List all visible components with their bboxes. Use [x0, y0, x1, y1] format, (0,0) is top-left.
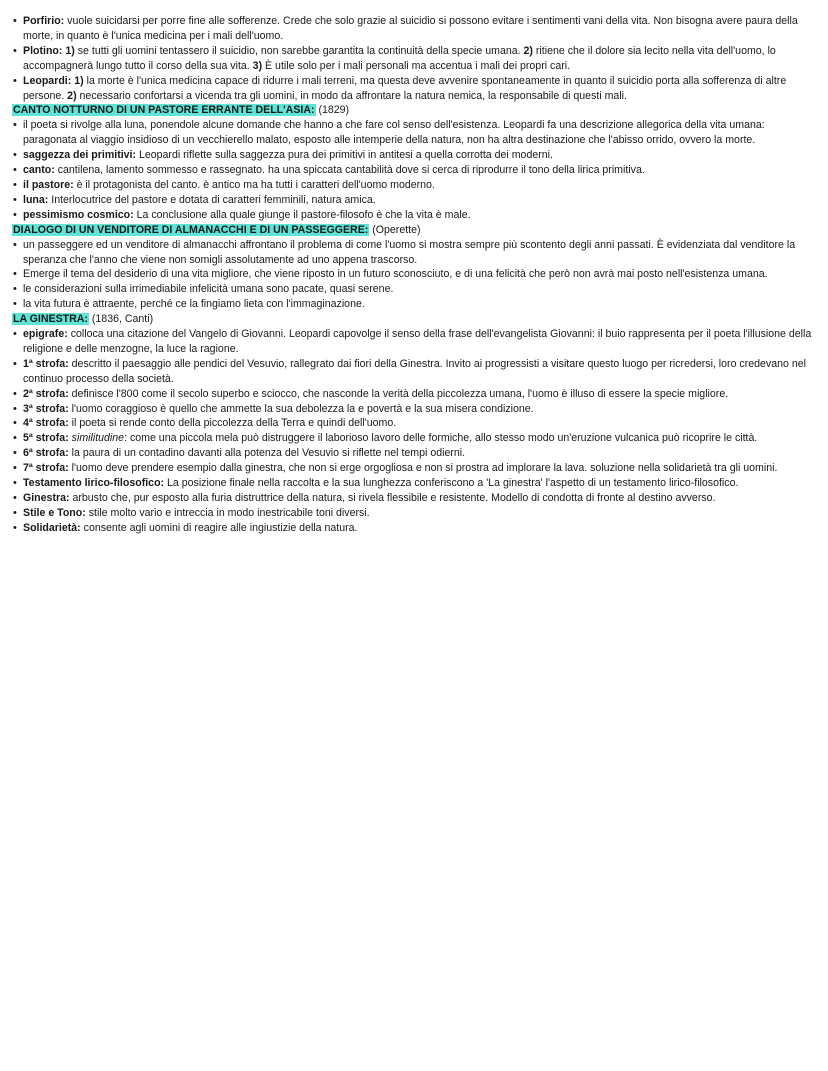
term-label: 4ª strofa: — [23, 417, 69, 430]
term-label: luna: — [23, 193, 49, 206]
term-label: 3ª strofa: — [23, 402, 69, 415]
section-list — [12, 238, 814, 313]
item-text: il poeta si rivolge alla luna, ponendole alcune domande che hanno a che fare col senso dell'esistenza. Leopardi fa una descrizione allegorica della vita umana: paragonata al viaggio insidioso di un vecchierello malato, esposto alle intemperie della natura, non ha altra destinazione che l'abisso orrido, ovvero la morte. — [23, 119, 765, 147]
list-item — [12, 491, 814, 506]
term-label: Porfirio: — [23, 15, 65, 27]
intro-list — [12, 14, 814, 103]
section-suffix: (1836, Canti) — [88, 313, 154, 326]
point-number: 1) — [65, 44, 75, 57]
term-label: il pastore: — [23, 178, 74, 191]
item-text: consente agli uomini di reagire alle ingiustizie della natura. — [80, 521, 358, 534]
item-text: la vita futura è attraente, perché ce la fingiamo lieta con l'immaginazione. — [23, 298, 365, 311]
item-text: : come una piccola mela può distruggere il laborioso lavoro delle formiche, allo stesso modo un'eruzione vulcanica può ricoprire le città. — [124, 432, 758, 445]
term-label: Ginestra: — [23, 492, 70, 504]
list-item — [12, 521, 814, 536]
item-text: stile molto vario e intreccia in modo inestricabile toni diversi. — [85, 506, 370, 519]
list-item — [12, 44, 814, 74]
term-label: saggezza dei primitivi: — [23, 149, 137, 162]
term-label: 5ª strofa: — [23, 432, 69, 445]
section-list — [12, 327, 814, 536]
section-title: DIALOGO DI UN VENDITORE DI ALMANACCHI E DI UN PASSEGGERE: — [13, 223, 369, 236]
item-text: cantilena, lamento sommesso e rassegnato. ha una spiccata cantabilità dove si cerca di riprodurre il tono della lirica primitiva. — [54, 164, 645, 177]
list-item — [12, 267, 814, 282]
list-item — [12, 461, 814, 476]
item-text: il poeta si rende conto della piccolezza della Terra e quindi dell'uomo. — [68, 417, 397, 430]
item-text: l'uomo deve prendere esempio dalla ginestra, che non si erge orgogliosa e non si prostra ad implorare la lava. soluzione nella solidarietà tra gli uomini. — [68, 462, 778, 475]
term-label: 1ª strofa: — [23, 357, 69, 370]
item-text: se tutti gli uomini tentassero il suicidio, non sarebbe garantita la continuità della specie umana. — [74, 44, 524, 57]
item-text: Emerge il tema del desiderio di una vita migliore, che viene riposto in un futuro sconosciuto, e di una felicità che però non avrà mai posto nell'esistenza umana. — [23, 268, 768, 281]
term-label: canto: — [23, 164, 55, 177]
section-la-ginestra — [12, 312, 814, 536]
term-label: 7ª strofa: — [23, 462, 69, 475]
point-number: 2) — [67, 89, 77, 102]
list-item — [12, 163, 814, 178]
item-text: la paura di un contadino davanti alla potenza del Vesuvio si riflette nel tempi odierni. — [68, 447, 466, 460]
section-suffix: (Operette) — [369, 223, 421, 236]
list-item — [12, 74, 814, 104]
item-text: La conclusione alla quale giunge il pastore-filosofo è che la vita è male. — [133, 208, 471, 221]
item-text: la morte è l'unica medicina capace di ridurre i mali terreni, ma questa deve avvenire spontaneamente in quanto il suicidio porta alla sofferenza di altre persone. — [23, 74, 787, 102]
term-label: Testamento lirico-filosofico: — [23, 477, 165, 490]
section-title: LA GINESTRA: — [13, 313, 88, 326]
list-item — [12, 506, 814, 521]
list-item — [12, 446, 814, 461]
section-dialogo-venditore — [12, 223, 814, 312]
item-text: ritiene che il dolore sia lecito nella vita dell'uomo, lo accompagnerà lungo tutto il corso della sua vita. — [23, 44, 776, 72]
section-heading — [12, 103, 814, 118]
item-text: le considerazioni sulla irrimediabile infelicità umana sono pacate, quasi serene. — [23, 283, 394, 296]
list-item — [12, 416, 814, 431]
list-item — [12, 387, 814, 402]
section-list — [12, 118, 814, 222]
italic-term: similitudine — [68, 432, 125, 445]
term-label: Plotino: — [23, 44, 63, 57]
item-text: Leopardi riflette sulla saggezza pura dei primitivi in antitesi a quella corrotta dei moderni. — [136, 149, 553, 162]
list-item — [12, 238, 814, 268]
item-text: colloca una citazione del Vangelo di Giovanni. Leopardi capovolge il senso della frase dell'evangelista Giovanni: il buio rappresenta per il poeta l'illusione della religione e delle menzogne, la luce la ragione. — [23, 328, 812, 355]
list-item — [12, 431, 814, 446]
point-number: 3) — [252, 59, 263, 72]
list-item — [12, 193, 814, 208]
term-label: epigrafe: — [23, 328, 68, 341]
list-item — [12, 297, 814, 312]
section-heading — [12, 223, 814, 238]
term-label: 6ª strofa: — [23, 447, 69, 460]
item-text: È utile solo per i mali personali ma accentua i mali dei propri cari. — [262, 59, 571, 72]
list-item — [12, 148, 814, 163]
term-label: Solidarietà: — [23, 521, 81, 534]
section-title: CANTO NOTTURNO DI UN PASTORE ERRANTE DELL'ASIA: — [13, 104, 315, 117]
list-item — [12, 178, 814, 193]
item-text: definisce l'800 come il secolo superbo e sciocco, che nasconde la verità della piccolezza umana, l'uomo è illuso di essere la specie migliore. — [68, 387, 729, 400]
item-text: vuole suicidarsi per porre fine alle sofferenze. Crede che solo grazie al suicidio si possono evitare i sentimenti vani della vita. Non bisogna avere paura della morte, in quanto è l'unica medicina per i mali dell'uomo. — [23, 15, 798, 42]
list-item — [12, 208, 814, 223]
term-label: Leopardi: — [23, 74, 72, 87]
term-label: Stile e Tono: — [23, 506, 86, 519]
item-text: arbusto che, pur esposto alla furia distruttrice della natura, si rivela flessibile e resistente. Modello di condotta di fronte al destino avverso. — [69, 492, 716, 504]
point-number: 1) — [74, 74, 84, 87]
term-label: pessimismo cosmico: — [23, 208, 134, 221]
section-suffix: (1829) — [315, 104, 350, 117]
item-text: necessario confortarsi a vicenda tra gli uomini, in modo da affrontare la natura nemica, la responsabile di questi mali. — [76, 89, 627, 102]
item-text: l'uomo coraggioso è quello che ammette la sua debolezza la e povertà e la sua misera condizione. — [68, 402, 534, 415]
list-item — [12, 282, 814, 297]
point-number: 2) — [523, 44, 533, 57]
item-text: Interlocutrice del pastore e dotata di caratteri femminili, natura amica. — [48, 193, 376, 206]
item-text: La posizione finale nella raccolta e la sua lunghezza conferiscono a 'La ginestra' l'aspetto di un testamento lirico-filosofico. — [164, 477, 739, 490]
list-item — [12, 327, 814, 357]
item-text: è il protagonista del canto. è antico ma ha tutti i caratteri dell'uomo moderno. — [73, 178, 435, 191]
list-item — [12, 14, 814, 44]
item-text: descritto il paesaggio alle pendici del Vesuvio, rallegrato dai fiori della Ginestra. Invito ai progressisti a visitare questo luogo per ricredersi, loro credevano nel continuo processo della società. — [23, 357, 806, 385]
section-canto-notturno — [12, 103, 814, 222]
item-text: un passeggere ed un venditore di almanacchi affrontano il problema di come l'uomo si mostra sempre più scontento degli anni passati. È evidenziata dal venditore la speranza che l'anno che viene non somigli assolutamente ad uno appena trascorso. — [23, 238, 796, 266]
list-item — [12, 476, 814, 491]
term-label: 2ª strofa: — [23, 387, 69, 400]
list-item — [12, 402, 814, 417]
section-heading — [12, 312, 814, 327]
list-item — [12, 118, 814, 148]
list-item — [12, 357, 814, 387]
